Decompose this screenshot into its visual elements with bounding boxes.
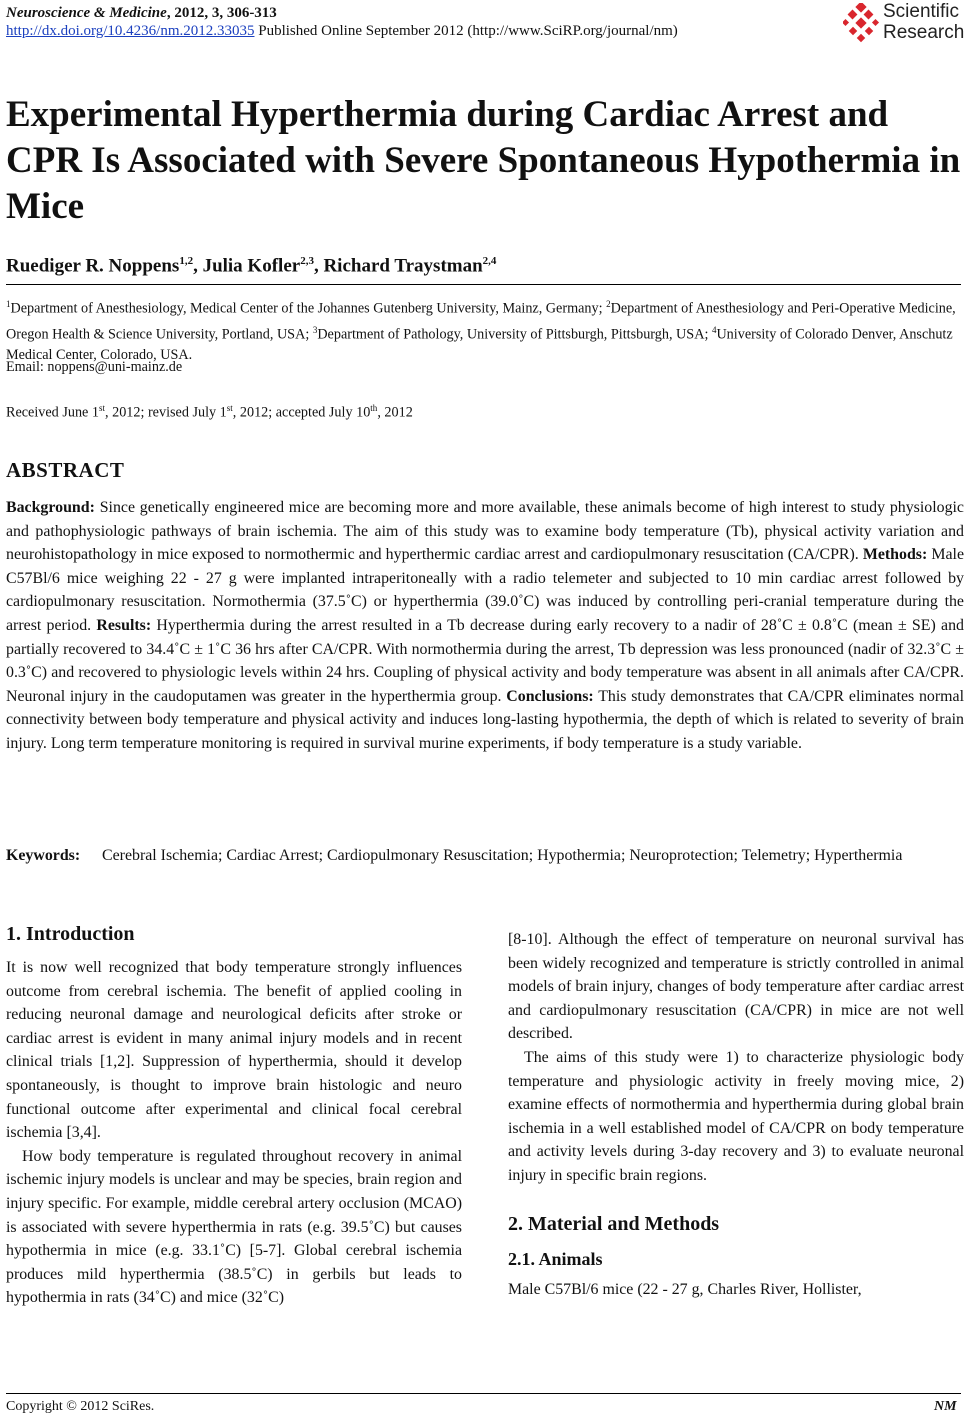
body-column-left (6, 920, 462, 1310)
logo-mark-icon (843, 3, 881, 43)
affiliations (6, 294, 964, 366)
abstract-heading: ABSTRACT (6, 458, 125, 482)
author-name: Ruediger R. Noppens (6, 255, 180, 277)
author-affil-sup: 1,2 (179, 255, 194, 267)
abstract-conclusions: This study demonstrates that CA/CPR eliminates normal connectivity between body temperature and physical activity and induces long-lasting hypothermia, the depth of which is related to severity of brain injury. Long term temperature monitoring is required in survival murine experiments, if body temperature is a study variable. (6, 687, 964, 752)
publisher-logo (843, 2, 967, 44)
keywords-label: Keywords: (6, 847, 81, 864)
affil-sup: 3 (312, 324, 318, 335)
footer-journal-abbr: NM (934, 1399, 957, 1414)
abstract-label-results: Results: (96, 616, 152, 634)
journal-citation (6, 4, 277, 22)
affil-sup: 2 (606, 299, 611, 309)
published-online: Published Online September 2012 (http://www.SciRP.org/journal/nm) (254, 23, 678, 39)
journal-volume: , 2012, 3, 306-313 (166, 5, 277, 21)
doi-line (6, 22, 678, 40)
revised-text: , 2012; revised July 1 (105, 404, 227, 421)
affiliation: Department of Anesthesiology, Medical Center of the Johannes Gutenberg University, Mainz, Germany; (10, 300, 607, 317)
author-name: Julia Kofler (202, 255, 301, 277)
logo-text-scientific: Scientific (883, 1, 960, 22)
paragraph: How body temperature is regulated throughout recovery in animal ischemic injury models is unclear and may be species, brain region and injury specific. For example, middle cerebral artery occlusion (MCAO) is associated with severe hyperthermia in rats (e.g. 39.5˚C) but causes hypothermia in mice (e.g. 33.1˚C) [5-7]. Global cerebral ischemia produces mild hyperthermia (38.5˚C) in gerbils but leads to hypothermia in rats (34˚C) and mice (32˚C) (6, 1147, 462, 1307)
year-text: , 2012 (377, 404, 413, 421)
paper-title: Experimental Hyperthermia during Cardiac Arrest and CPR Is Associated with Severe Spontaneous Hypothermia in Mice (6, 94, 961, 227)
corresponding-email: Email: noppens@uni-mainz.de (6, 359, 183, 375)
received-dates (6, 398, 413, 424)
affil-sup: 4 (711, 324, 717, 335)
abstract-methods: Male C57Bl/6 mice weighing 22 - 27 g were implanted intraperitoneally with a radio telemeter and subjected to 10 min cardiac arrest followed by cardiopulmonary resuscitation. Normothermia (37.5˚C) or hyperthermia (39.0˚C) was induced by controlling peri-cranial temperature during the arrest period. (6, 546, 965, 634)
affil-sup: 1 (6, 299, 11, 309)
affiliation: Department of Pathology, University of Pittsburgh, Pittsburgh, USA; (317, 326, 712, 343)
footer-divider (6, 1393, 961, 1394)
accepted-text: , 2012; accepted July 10 (232, 404, 371, 421)
section-heading-methods: 2. Material and Methods (508, 1212, 720, 1235)
ordinal-sup: th (370, 403, 378, 413)
abstract-label-methods: Methods: (862, 546, 928, 564)
received-text: Received June 1 (6, 404, 99, 421)
abstract-body (6, 496, 964, 756)
paragraph: [8-10]. Although the effect of temperature on neuronal survival has been widely recognized and temperature is strictly controlled in animal models of brain injury, changes of body temperature after cardiac arrest and cardiopulmonary resuscitation (CA/CPR) in mice are not well described. (508, 931, 964, 1043)
paragraph: The aims of this study were 1) to characterize physiologic body temperature and physiologic activity in freely moving mice, 2) examine effects of normothermia and hyperthermia during global brain ischemia in a well established model of CA/CPR on body temperature and activity levels during 3-day recovery and 3) to evaluate neuronal injury in specific brain regions. (508, 1048, 964, 1184)
abstract-background: Since genetically engineered mice are becoming more and more available, these animals become of high interest to study physiologic and pathophysiologic pathways of brain ischemia. The aim of this study was to examine body temperature (Tb), physical activity variation and neurohistopathology in mice exposed to normothermic and hyperthermic cardiac arrest and cardiopulmonary resuscitation (CA/CPR). (6, 499, 964, 564)
subsection-heading-animals: 2.1. Animals (508, 1248, 603, 1269)
abstract-label-background: Background: (6, 499, 95, 516)
logo-text-research: Research (883, 22, 965, 43)
abstract-label-conclusions: Conclusions: (506, 687, 594, 705)
ordinal-sup: st (98, 403, 105, 413)
author-affil-sup: 2,3 (300, 255, 314, 267)
paragraph: It is now well recognized that body temperature strongly influences outcome from cerebral ischemia. The benefit of applied cooling in reducing neuronal damage and neurological deficits after stroke or cardiac arrest is evident in many animal injury models and in recent clinical trials [1,2]. Suppression of hyperthermia, should it develop spontaneously, is thought to improve brain histologic and neuro functional outcome after experimental and clinical focal cerebral ischemia [3,4]. (6, 959, 462, 1142)
journal-name: Neuroscience & Medicine (6, 5, 167, 21)
author-list: Ruediger R. Noppens$^{1,2}$, Julia Kofler$^{2,3}$, Richard Traystman$^{2,4}$ (6, 255, 497, 277)
author-affil-sup: 2,4 (482, 255, 497, 267)
body-column-right (508, 928, 964, 1301)
paragraph: Male C57Bl/6 mice (22 - 27 g, Charles River, Hollister, (508, 1280, 862, 1298)
author-name: Richard Traystman (323, 255, 483, 277)
header-divider (6, 284, 961, 285)
footer-copyright: Copyright © 2012 SciRes. (6, 1399, 155, 1414)
ordinal-sup: st (226, 403, 233, 413)
keywords-list: Cerebral Ischemia; Cardiac Arrest; Cardiopulmonary Resuscitation; Hypothermia; Neuroprotection; Telemetry; Hyperthermia (102, 847, 903, 864)
affiliation: Department of Anesthesiology and Peri-Operative Medicine, Oregon Health & Science University, Portland, USA; (6, 300, 956, 343)
section-heading-introduction: 1. Introduction (6, 923, 135, 945)
abstract-results: Hyperthermia during the arrest resulted in a Tb decrease during early recovery to a nadir of 28˚C ± 0.8˚C (mean ± SE) and partially recovered to 34.4˚C ± 1˚C 36 hrs after CA/CPR. With normothermia during the arrest, Tb depression was less pronounced (nadir of 32.3˚C ± 0.3˚C) and recovered to physiologic levels within 24 hrs. Coupling of physical activity and body temperature was absent in all animals after CA/CPR. Neuronal injury in the caudoputamen was greater in the hyperthermia group. (6, 616, 964, 705)
affiliation: University of Colorado Denver, Anschutz Medical Center, Colorado, USA. (6, 326, 953, 364)
doi-link[interactable]: http://dx.doi.org/10.4236/nm.2012.33035 (6, 23, 255, 39)
keywords (6, 844, 964, 867)
